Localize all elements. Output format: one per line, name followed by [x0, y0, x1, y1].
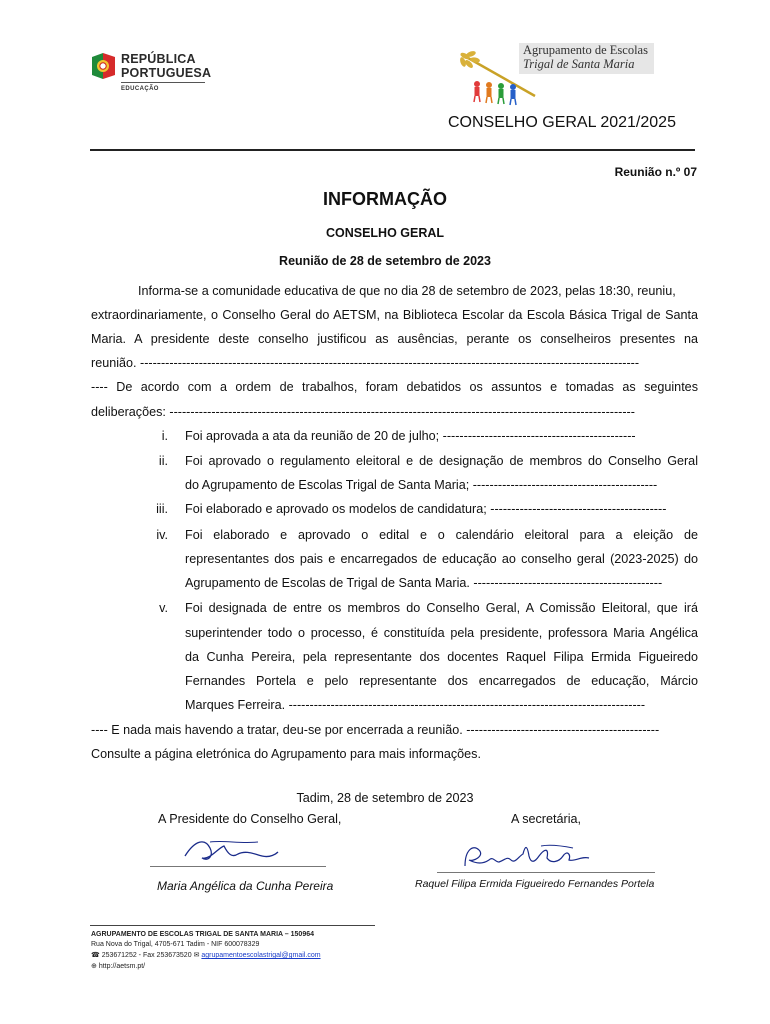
item-line: superintender todo o processo, é constituída pela presidente, professora Maria Angélica: [185, 626, 698, 640]
item-line: Marques Ferreira. -------------------------------------------------------------------------------------: [185, 698, 646, 712]
republica-portuguesa-logo: [89, 50, 219, 100]
document-heading: INFORMAÇÃO: [323, 189, 447, 209]
president-role: A Presidente do Conselho Geral,: [158, 812, 342, 826]
item-line: Foi aprovado o regulamento eleitoral e de designação de membros do Conselho Geral: [185, 454, 698, 468]
header-title: CONSELHO GERAL 2021/2025: [448, 114, 676, 131]
portuguesa-text: PORTUGUESA: [121, 66, 212, 80]
closing-line: ---- E nada mais havendo a tratar, deu-se por encerrada a reunião. ----------------------------------------------: [91, 723, 660, 737]
intro-line: deliberações: ---------------------------------------------------------------------------------------------------------------: [91, 405, 635, 419]
agrupamento-name-box: [519, 43, 654, 74]
item-line: Fernandes Portela e pelo representante dos encarregados de educação, Márcio: [185, 674, 698, 688]
item-line: Foi elaborado e aprovado os modelos de candidatura; ------------------------------------------: [185, 502, 667, 516]
globe-icon: ⊕: [91, 963, 97, 970]
meeting-date: Reunião de 28 de setembro de 2023: [279, 254, 491, 268]
phone-icon: ☎: [91, 952, 100, 959]
intro-line: ---- De acordo com a ordem de trabalhos, foram debatidos os assuntos e tomadas as seguintes: [91, 380, 698, 394]
footer-address: Rua Nova do Trigal, 4705-671 Tadim - NIF 600078329: [91, 941, 260, 948]
agrupamento-line1: Agrupamento de Escolas: [523, 43, 648, 57]
header-rule: [90, 149, 695, 151]
item-line: Agrupamento de Escolas de Trigal de Santa Maria. ---------------------------------------------: [185, 576, 663, 590]
item-line: do Agrupamento de Escolas Trigal de Santa Maria; --------------------------------------------: [185, 478, 658, 492]
intro-line: extraordinariamente, o Conselho Geral do AETSM, na Biblioteca Escolar da Escola Básica Trigal de Santa: [91, 308, 698, 322]
secretary-role: A secretária,: [511, 812, 581, 826]
footer-email-link[interactable]: agrupamentoescolastrigal@gmail.com: [201, 952, 321, 959]
meeting-number: Reunião n.º 07: [614, 165, 697, 179]
item-line: Foi elaborado e aprovado o edital e o calendário eleitoral para a eleição de: [185, 528, 698, 542]
item-number: ii.: [158, 454, 168, 468]
president-name: Maria Angélica da Cunha Pereira: [157, 879, 334, 893]
footer-rule: [90, 925, 375, 926]
secretary-signature: [455, 836, 615, 876]
item-line: Foi designada de entre os membros do Conselho Geral, A Comissão Eleitoral, que irá: [185, 601, 698, 615]
place-date: Tadim, 28 de setembro de 2023: [296, 791, 474, 805]
item-number: v.: [159, 601, 168, 615]
consult-line: Consulte a página eletrónica do Agrupamento para mais informações.: [91, 747, 481, 761]
secretary-name: Raquel Filipa Ermida Figueiredo Fernandes Portela: [415, 878, 655, 890]
item-line: Foi aprovada a ata da reunião de 20 de julho; ----------------------------------------------: [185, 429, 636, 443]
item-line: representantes dos pais e encarregados de educação ao conselho geral (2023-2025) do: [185, 552, 698, 566]
footer-website-row: [91, 962, 145, 970]
document-subheading: CONSELHO GERAL: [325, 226, 445, 240]
intro-line: Maria. A presidente deste conselho justificou as ausências, perante os conselheiros presentes na: [91, 332, 698, 346]
item-line: da Cunha Pereira, pela representante dos docentes Raquel Filipa Ermida Figueiredo: [185, 650, 698, 664]
item-number: iii.: [156, 502, 168, 516]
logo-divider: [121, 82, 205, 83]
footer-phone: 253671252 - Fax 253673520: [101, 952, 192, 959]
agrupamento-line2: Trigal de Santa Maria: [523, 57, 635, 71]
intro-line: Informa-se a comunidade educativa de que no dia 28 de setembro de 2023, pelas 18:30, reuniu,: [138, 284, 676, 298]
secretary-signature-line: [437, 872, 655, 873]
item-number: i.: [161, 429, 168, 443]
footer-contacts: [91, 951, 321, 959]
portuguese-flag-emblem-icon: [89, 52, 117, 80]
wheat-children-logo-icon: [455, 44, 537, 106]
item-number: iv.: [156, 528, 168, 542]
president-signature-line: [150, 866, 326, 867]
footer-school: AGRUPAMENTO DE ESCOLAS TRIGAL DE SANTA MARIA – 150964: [91, 931, 314, 938]
email-icon: ✉: [193, 952, 200, 959]
president-signature: [150, 830, 340, 870]
republica-text: REPÚBLICA: [121, 52, 196, 66]
educacao-text: EDUCAÇÃO: [121, 86, 159, 92]
intro-line: reunião. -----------------------------------------------------------------------------------------------------------------------: [91, 356, 640, 370]
footer-website[interactable]: http://aetsm.pt/: [98, 963, 146, 970]
